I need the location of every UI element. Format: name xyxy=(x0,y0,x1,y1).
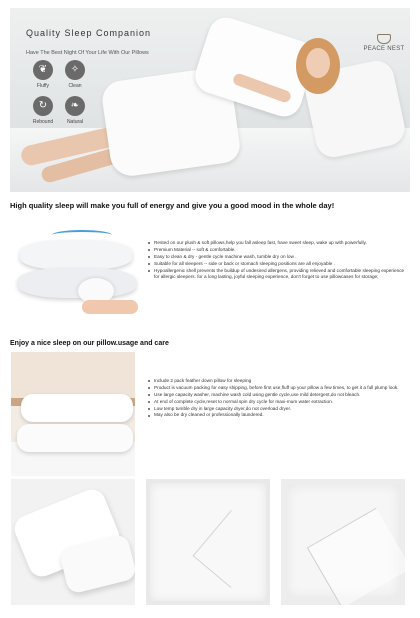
section2-heading: Enjoy a nice sleep on our pillow.usage and care xyxy=(10,340,169,347)
brand-logo xyxy=(354,34,410,52)
rebound-icon: ↻ xyxy=(33,96,53,116)
model-face xyxy=(306,48,330,78)
hero-title: Quality Sleep Companion xyxy=(26,28,152,38)
hero-subtitle: Have The Best Night Of Your Life With Our Pillows xyxy=(26,50,149,56)
feature-rebound xyxy=(28,96,58,125)
list-item: Product is vacuum packing for easy shipping, before first use,fluff up your pillow a few times, to get it a full plump look. xyxy=(148,385,410,391)
clean-icon: ✧ xyxy=(65,60,85,80)
pillow-logo-icon xyxy=(377,34,391,44)
list-item: Include 2 pack feather down pillow for sleeping xyxy=(148,378,410,384)
list-item: Use large capacity washer, machine wash cold using gentle cycle,use mild detergent,do not bleach. xyxy=(148,392,410,398)
pillows-on-bed-photo xyxy=(11,352,135,476)
pillow-front xyxy=(17,424,133,452)
leaf-icon: ❧ xyxy=(65,96,85,116)
section1-bullet-list xyxy=(148,240,410,281)
product-photo-fabric-detail xyxy=(281,479,405,605)
feature-label: Natural xyxy=(66,119,84,125)
feature-fluffy xyxy=(28,60,58,89)
pillow-lower xyxy=(18,268,136,298)
section1-heading: High quality sleep will make you full of energy and give you a good mood in the whole day! xyxy=(10,201,335,210)
feature-label: Clean xyxy=(68,83,82,89)
hand xyxy=(82,300,138,314)
feature-natural xyxy=(60,96,90,125)
section2-bullet-list xyxy=(148,378,410,419)
list-item: At end of complete cycle,reset to normal spin dry cycle for maxi-mum water extraction. xyxy=(148,399,410,405)
airflow-arc-icon xyxy=(52,230,112,240)
feature-label: Rebound xyxy=(32,119,54,125)
list-item: Easy to clean & dry - gentle cycle machine wash, tumble dry on low . xyxy=(148,254,410,260)
pillow-down-illustration xyxy=(12,226,134,326)
hero-banner xyxy=(10,8,410,192)
list-item: May also be dry cleaned or professionally laundered. xyxy=(148,412,410,418)
list-item: Suitable for all sleepers -- side or back or stomach sleeping positions are all enjoyable . xyxy=(148,261,410,267)
product-photo-stitching-detail xyxy=(146,479,270,605)
list-item: Low temp tumble dry in large capacity dryer,do not overload dryer. xyxy=(148,406,410,412)
feature-label: Fluffy xyxy=(36,83,50,89)
wall xyxy=(11,352,135,398)
list-item: Rested on our plush & soft pillows,help you fall asleep fast, have sweet sleep, wake up with powerfully. xyxy=(148,240,410,246)
feature-clean xyxy=(60,60,90,89)
pillow-back xyxy=(21,394,133,422)
list-item: Premium Material -- soft & comfortable. xyxy=(148,247,410,253)
pillow-upper xyxy=(20,240,132,270)
list-item: Hypoallergenic shell prevents the buildup of undesired allergens, providing relieved and comfortable sleeping experience for allergic sleepers. for a long lasting, joyful sleeping experience, don't forget to use pillowcases for storage; xyxy=(148,268,410,281)
brand-name: PEACE NEST xyxy=(363,46,405,52)
product-photo-two-pillows xyxy=(11,479,135,605)
feather-icon: ❦ xyxy=(33,60,53,80)
